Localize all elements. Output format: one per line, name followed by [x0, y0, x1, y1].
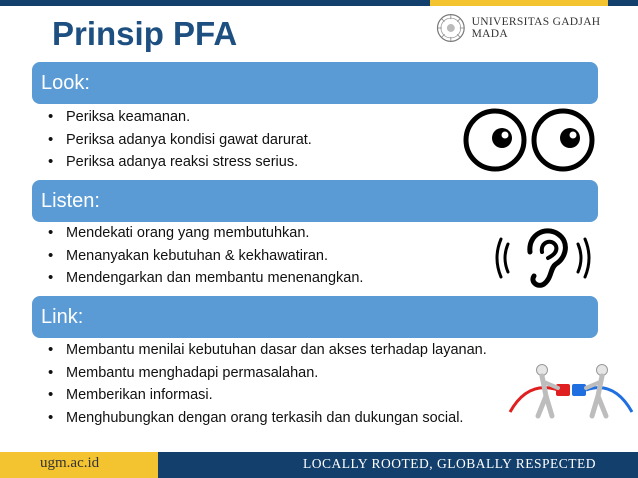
list-item: • Menghubungkan dengan orang terkasih dan dukungan social. — [48, 407, 487, 430]
look-bullet-list — [48, 106, 312, 174]
list-item: • Menanyakan kebutuhan & kekhawatiran. — [48, 245, 363, 268]
list-item: • Periksa adanya kondisi gawat darurat. — [48, 129, 312, 152]
list-item: • Mendengarkan dan membantu menenangkan. — [48, 267, 363, 290]
university-name: UNIVERSITAS GADJAH MADA — [471, 16, 601, 40]
list-item: • Membantu menilai kebutuhan dasar dan akses terhadap layanan. — [48, 339, 487, 362]
list-item: • Periksa adanya reaksi stress serius. — [48, 151, 312, 174]
list-item: • Periksa keamanan. — [48, 106, 312, 129]
footer-website-block — [0, 452, 158, 478]
top-bar-navy-end — [608, 0, 638, 6]
section-header-look: Look: — [32, 62, 598, 104]
slide-title: Prinsip PFA — [52, 15, 238, 52]
section-header-link: Link: — [32, 296, 598, 338]
footer-website[interactable]: ugm.ac.id — [40, 455, 100, 471]
ear-icon — [494, 222, 594, 292]
listen-bullet-list — [48, 222, 363, 290]
top-bar-navy — [0, 0, 430, 6]
ugm-logo — [436, 13, 638, 43]
section-header-listen: Listen: — [32, 180, 598, 222]
link-bullet-list — [48, 339, 487, 429]
list-item: • Mendekati orang yang membutuhkan. — [48, 222, 363, 245]
list-item: • Memberikan informasi. — [48, 384, 487, 407]
eyes-icon — [462, 108, 596, 172]
ugm-seal-icon — [436, 13, 466, 43]
list-item: • Membantu menghadapi permasalahan. — [48, 362, 487, 385]
footer-tagline-block — [158, 452, 638, 478]
footer-tagline: LOCALLY ROOTED, GLOBALLY RESPECTED — [302, 456, 596, 471]
plug-connection-icon — [508, 360, 634, 422]
top-accent-bar — [0, 0, 638, 6]
top-bar-gold — [430, 0, 608, 6]
